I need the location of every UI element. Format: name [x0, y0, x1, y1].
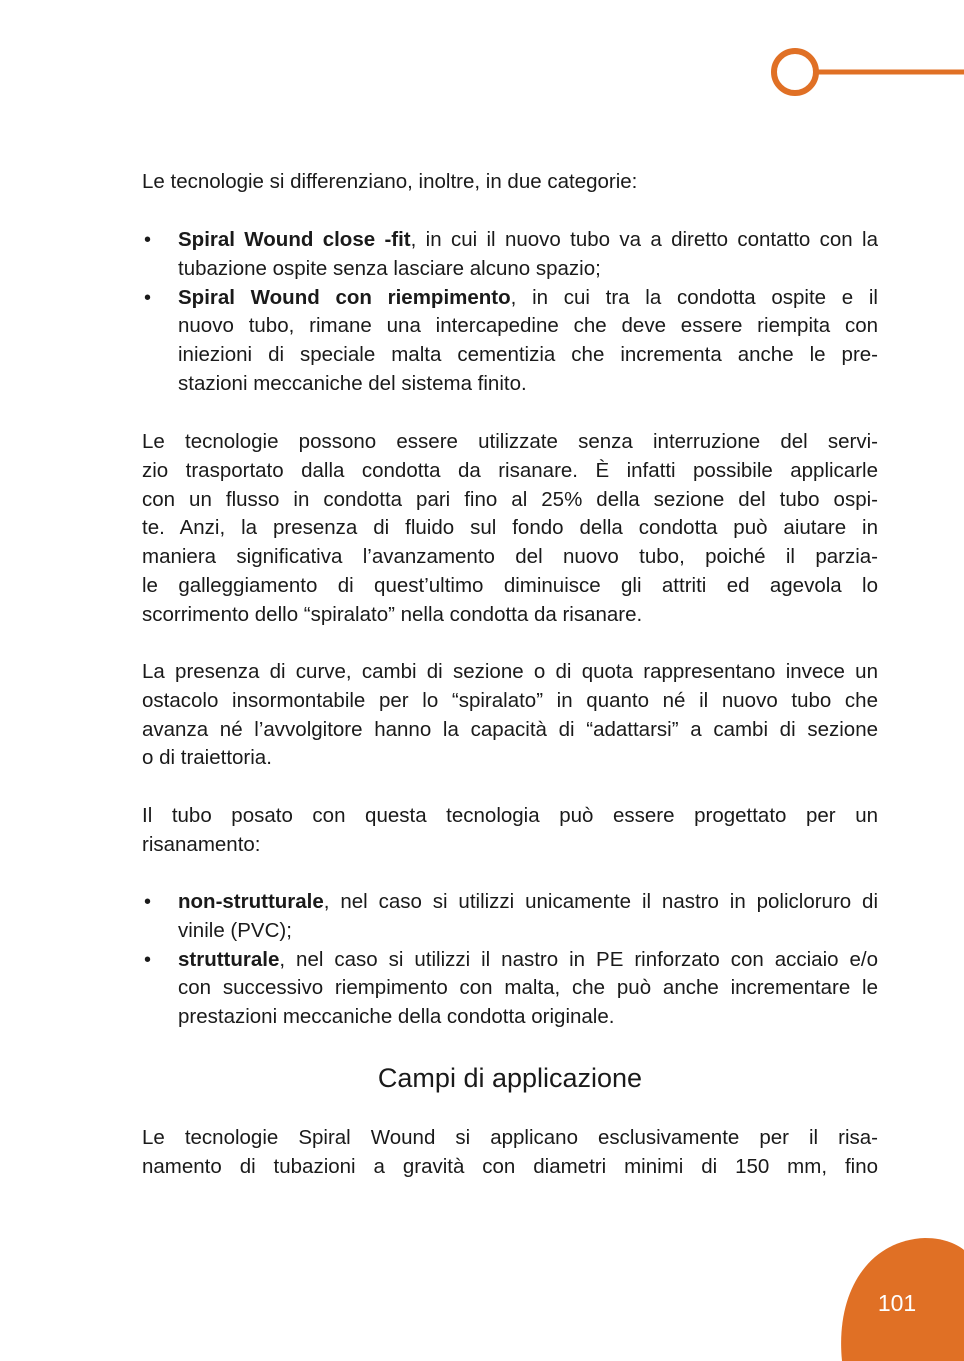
- bold-term: Spiral Wound close -fit: [178, 228, 411, 251]
- text-line: Le tecnologie si differenziano, inoltre, in due categorie:: [142, 170, 638, 193]
- bullet-icon: •: [144, 948, 152, 971]
- text-line: Il tubo posato con questa tecnologia può essere progettato per un: [142, 804, 878, 827]
- paragraph-applications: [142, 1124, 878, 1182]
- text: , in cui il nuovo tubo va a diretto contatto con la: [410, 228, 878, 251]
- text-line: Le tecnologie Spiral Wound si applicano esclusivamente per il risa-: [142, 1126, 878, 1149]
- bullet-icon: •: [144, 229, 152, 251]
- text: , in cui tra la condotta ospite e il: [510, 285, 878, 309]
- text-line: con un flusso in condotta pari fino al 25% della sezione del tubo ospi-: [142, 487, 878, 511]
- text-line: tubazione ospite senza lasciare alcuno spazio;: [178, 256, 601, 280]
- text-line: vinile (PVC);: [178, 918, 292, 942]
- paragraph-intro: [142, 168, 878, 197]
- list-item: [142, 226, 878, 284]
- text-line: namento di tubazioni a gravità con diametri minimi di 150 mm, fino: [142, 1154, 878, 1178]
- text-line: ostacolo insormontabile per lo “spiralato” in quanto né il nuovo tubo che: [142, 688, 878, 712]
- text-line: con successivo riempimento con malta, che può anche incrementare le: [178, 976, 878, 1000]
- text: , nel caso si utilizzi unicamente il nastro in policloruro di: [323, 890, 878, 913]
- text: , nel caso si utilizzi il nastro in PE rinforzato con acciaio e/o: [279, 947, 878, 971]
- text-line: risanamento:: [142, 832, 261, 856]
- text-line: scorrimento dello “spiralato” nella condotta da risanare.: [142, 602, 643, 626]
- page-number: 101: [877, 1290, 917, 1316]
- text-line: iniezioni di speciale malta cementizia che incrementa anche le pre-: [178, 343, 878, 367]
- list-item: [142, 946, 878, 1032]
- bullet-icon: •: [144, 891, 152, 913]
- text-line: maniera significativa l’avanzamento del nuovo tubo, poiché il parzia-: [142, 545, 878, 569]
- paragraph-service: [142, 428, 878, 630]
- text-line: le galleggiamento di quest’ultimo diminuisce gli attriti ed agevola lo: [142, 573, 878, 597]
- text-line: stazioni meccaniche del sistema finito.: [178, 371, 527, 395]
- paragraph-obstacles: [142, 658, 878, 773]
- bold-term: non-strutturale: [178, 890, 324, 913]
- bullet-list-categories: [142, 226, 878, 399]
- text-line: prestazioni meccaniche della condotta originale.: [178, 1005, 615, 1029]
- text-line: te. Anzi, la presenza di fluido sul fondo della condotta può aiutare in: [142, 516, 878, 540]
- header-circle-icon: [774, 51, 816, 93]
- text-line: La presenza di curve, cambi di sezione o di quota rappresentano invece un: [142, 660, 878, 683]
- paragraph-design: [142, 802, 878, 860]
- text-line: avanza né l’avvolgitore hanno la capacità di “adattarsi” a cambi di sezione: [142, 717, 878, 741]
- list-item: [142, 888, 878, 946]
- text-line: nuovo tubo, rimane una intercapedine che deve essere riempita con: [178, 314, 878, 338]
- text-line: Le tecnologie possono essere utilizzate senza interruzione del servi-: [142, 430, 878, 453]
- section-heading: Campi di applicazione: [377, 1063, 643, 1093]
- bullet-list-structural: [142, 888, 878, 1032]
- text-line: zio trasportato dalla condotta da risanare. È infatti possibile applicarle: [142, 458, 878, 482]
- text-line: o di traiettoria.: [142, 746, 272, 770]
- bold-term: Spiral Wound con riempimento: [178, 285, 511, 309]
- bold-term: strutturale: [178, 947, 280, 971]
- bullet-icon: •: [144, 286, 152, 309]
- list-item: [142, 284, 878, 399]
